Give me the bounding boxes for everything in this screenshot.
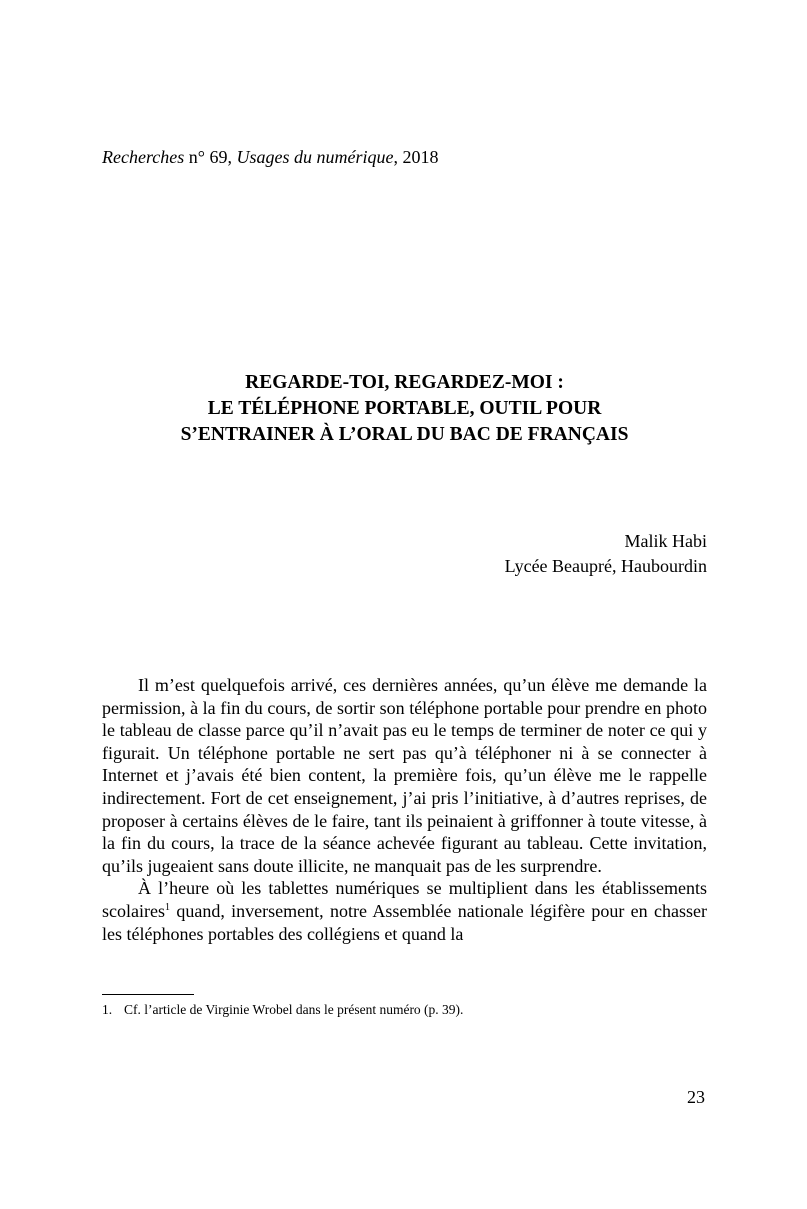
issue-theme: Usages du numérique	[236, 147, 394, 167]
footnote	[102, 1001, 463, 1019]
footnote-text: Cf. l’article de Virginie Wrobel dans le présent numéro (p. 39).	[124, 1002, 464, 1017]
page-number: 23	[687, 1087, 705, 1107]
issue-year: , 2018	[393, 147, 439, 167]
running-header	[102, 145, 438, 169]
article-body	[102, 674, 707, 945]
article-title	[102, 370, 707, 448]
paragraph-2	[102, 877, 707, 945]
paragraph-1: Il m’est quelquefois arrivé, ces dernières années, qu’un élève me demande la permission, à la fin du cours, de sortir son téléphone portable pour prendre en photo le tableau de classe parce qu’il n’avait pas eu le temps de terminer de noter ce qui y figurait. Un téléphone portable ne sert pas qu’à téléphoner ni à se connecter à Internet et j’avais été bien content, la première fois, qu’un élève me le rappelle indirectement. Fort de cet enseignement, j’ai pris l’initiative, à d’autres reprises, de proposer à certains élèves de le faire, tant ils peinaient à griffonner à toute vitesse, à la fin du cours, la trace de la séance achevée figurant au tableau. Cette invitation, qu’ils jugeaient sans doute illicite, ne manquait pas de les surprendre.	[102, 675, 707, 876]
footnote-separator	[102, 994, 194, 995]
footnote-reference[interactable]: 1	[164, 901, 170, 913]
footnote-number: 1.	[102, 1002, 113, 1017]
author-affiliation: Lycée Beaupré, Haubourdin	[504, 556, 707, 576]
paragraph-2-text-a: À l’heure où les tablettes numériques se multiplient dans les établissements scolaires	[102, 878, 707, 921]
paragraph-2-text-b: quand, inversement, notre Assemblée nationale légifère pour en chasser les téléphones portables des collégiens et quand la	[102, 900, 707, 944]
title-line-2: LE TÉLÉPHONE PORTABLE, OUTIL POUR	[207, 398, 602, 419]
title-line-1: REGARDE-TOI, REGARDEZ-MOI :	[245, 372, 564, 393]
title-line-3: S’ENTRAINER À L’ORAL DU BAC DE FRANÇAIS	[180, 424, 629, 445]
author-name: Malik Habi	[624, 531, 707, 551]
journal-name: Recherches	[102, 147, 185, 167]
issue-number: n° 69,	[184, 147, 237, 167]
author-block	[505, 529, 707, 579]
